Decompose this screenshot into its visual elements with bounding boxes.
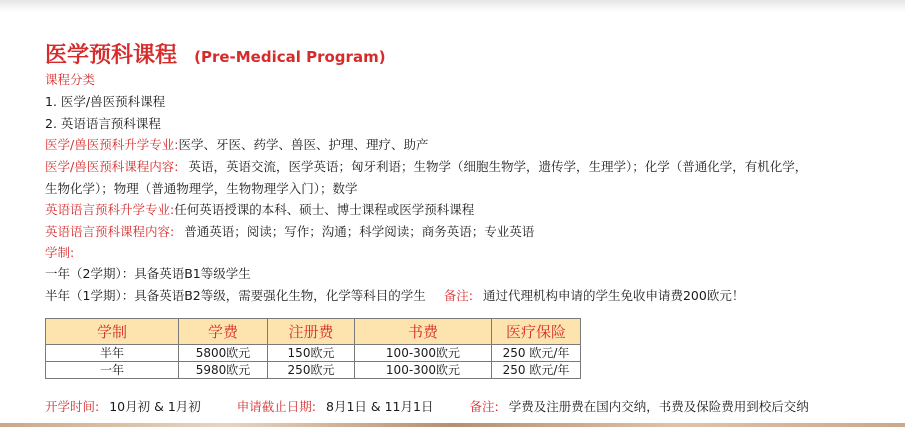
table-cell: 150欧元 (268, 345, 355, 362)
deadline-label: 申请截止日期: (236, 399, 316, 414)
table-cell: 5980欧元 (179, 362, 268, 379)
table-cell: 5800欧元 (179, 345, 268, 362)
table-cell: 100-300欧元 (355, 362, 492, 379)
table-cell: 100-300欧元 (355, 345, 492, 362)
deadline-value: 8月1日 & 11月1日 (326, 399, 434, 414)
med-content-line (45, 158, 807, 176)
bottom-photo-strip (0, 423, 905, 427)
fee-table (45, 318, 581, 379)
note-label: 备注: (443, 288, 473, 303)
header-insurance: 医疗保险 (492, 319, 581, 345)
lang-majors-label: 英语语言预科升学专业: (45, 202, 175, 217)
page-title-english: (Pre-Medical Program) (194, 48, 386, 66)
duration-half-year: 半年（1学期）：具备英语B2等级，需要强化生物，化学等科目的学生 (45, 288, 426, 303)
top-faded-banner (0, 0, 905, 12)
med-content-label: 医学/兽医预科课程内容: (45, 159, 179, 174)
duration-half-year-line (45, 287, 744, 305)
med-content-value-2: 生物化学）；物理（普通物理学，生物物理学入门）；数学 (45, 181, 358, 196)
table-cell: 250欧元 (268, 362, 355, 379)
note-text: 通过代理机构申请的学生免收申请费200欧元！ (482, 288, 745, 303)
med-majors-line (45, 136, 428, 154)
med-majors-label: 医学/兽医预科升学专业: (45, 137, 179, 152)
header-registration: 注册费 (268, 319, 355, 345)
start-time-label: 开学时间: (45, 399, 100, 414)
header-books: 书费 (355, 319, 492, 345)
fee-table-header-row (46, 319, 581, 345)
header-duration: 学制 (46, 319, 179, 345)
table-cell: 半年 (46, 345, 179, 362)
lang-content-label: 英语语言预科课程内容: (45, 224, 175, 239)
med-majors-value: 医学、牙医、药学、兽医、护理、理疗、助产 (178, 137, 429, 152)
page-title-row (45, 38, 386, 69)
category-item-2: 2. 英语语言预科课程 (45, 116, 161, 131)
lang-content-value: 普通英语；阅读；写作；沟通；科学阅读；商务英语；专业英语 (184, 224, 535, 239)
header-tuition: 学费 (179, 319, 268, 345)
table-cell: 250 欧元/年 (492, 345, 581, 362)
page-title: 医学预科课程 (45, 43, 178, 68)
footer-note-label: 备注: (469, 399, 499, 414)
footer-line (45, 397, 809, 415)
lang-majors-value: 任何英语授课的本科、硕士、博士课程或医学预科课程 (174, 202, 475, 217)
table-row (46, 362, 581, 379)
lang-content-line (45, 223, 534, 241)
start-time-value: 10月初 & 1月初 (109, 399, 201, 414)
table-cell: 250 欧元/年 (492, 362, 581, 379)
lang-majors-line (45, 201, 474, 219)
table-cell: 一年 (46, 362, 179, 379)
med-content-value-1: 英语，英语交流，医学英语；匈牙利语；生物学（细胞生物学，遗传学，生理学）；化学（普通化学，有机化学， (188, 159, 808, 174)
footer-note-value: 学费及注册费在国内交纳，书费及保险费用到校后交纳 (508, 399, 809, 414)
category-heading: 课程分类 (45, 72, 96, 87)
duration-heading: 学制: (45, 245, 75, 260)
duration-one-year: 一年（2学期）：具备英语B1等级学生 (45, 266, 251, 281)
category-item-1: 1. 医学/兽医预科课程 (45, 94, 166, 109)
table-row (46, 345, 581, 362)
